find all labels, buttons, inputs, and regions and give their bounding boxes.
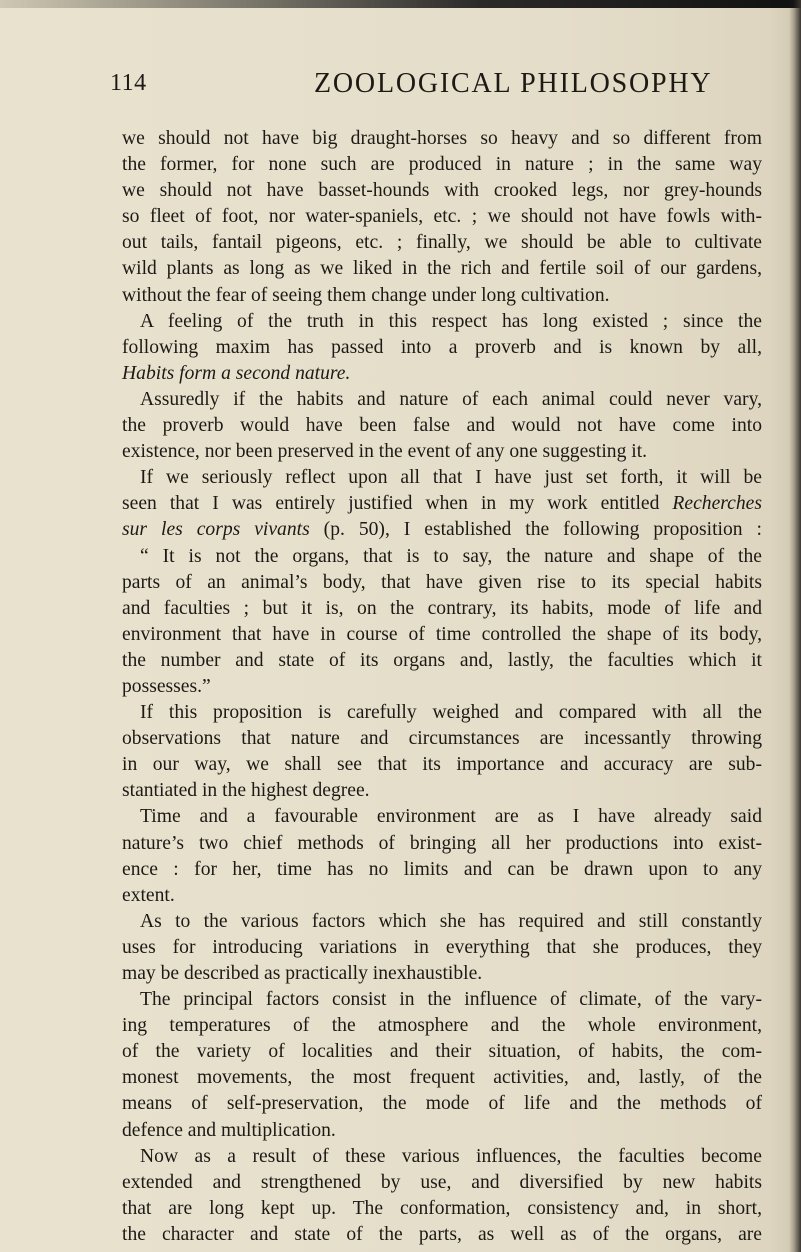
- text-line: existence, nor been preserved in the event of any one suggesting it.: [122, 441, 648, 463]
- text-line: stantiated in the highest degree.: [122, 780, 370, 802]
- text-line: following maxim has passed into a proverb and is known by all,: [122, 336, 762, 358]
- page-header: [100, 64, 740, 104]
- page-number: 114: [110, 70, 147, 96]
- text-line: the number and state of its organs and, lastly, the faculties which it: [122, 649, 762, 671]
- text-line: “ It is not the organs, that is to say, the nature and shape of the: [140, 545, 762, 567]
- text-line: without the fear of seeing them change under long cultivation.: [122, 284, 610, 306]
- text-line: observations that nature and circumstances are incessantly throwing: [122, 728, 762, 750]
- text-line: that are long kept up. The conformation, consistency and, in short,: [122, 1197, 762, 1219]
- text-line: we should not have basset-hounds with crooked legs, nor grey-hounds: [122, 180, 762, 202]
- text-line: The principal factors consist in the influence of climate, of the vary-: [140, 989, 762, 1011]
- text-line: environment that have in course of time controlled the shape of its body,: [122, 623, 762, 645]
- page-top-edge: [0, 0, 801, 8]
- text-line: so fleet of foot, nor water-spaniels, etc. ; we should not have fowls with-: [122, 206, 762, 228]
- text-line: seen that I was entirely justified when in my work entitled Recherches: [122, 493, 762, 515]
- running-head: ZOOLOGICAL PHILOSOPHY: [314, 68, 713, 99]
- text-line: means of self-preservation, the mode of life and the methods of: [122, 1093, 762, 1115]
- text-line: extent.: [122, 884, 175, 906]
- text-line: and faculties ; but it is, on the contrary, its habits, mode of life and: [122, 597, 762, 619]
- text-line: wild plants as long as we liked in the rich and fertile soil of our gardens,: [122, 258, 762, 280]
- page-gutter-shadow: [789, 0, 801, 1252]
- text-line: As to the various factors which she has required and still constantly: [140, 910, 762, 932]
- text-line: Assuredly if the habits and nature of each animal could never vary,: [140, 388, 762, 410]
- text-line: defence and multiplication.: [122, 1119, 336, 1141]
- text-line: the former, for none such are produced in nature ; in the same way: [122, 154, 762, 176]
- text-line: Time and a favourable environment are as I have already said: [140, 806, 762, 828]
- text-line: If this proposition is carefully weighed and compared with all the: [140, 702, 762, 724]
- text-line: Habits form a second nature.: [122, 362, 351, 384]
- text-line: the character and state of the parts, as well as of the organs, are: [122, 1223, 762, 1245]
- text-line: the proverb would have been false and would not have come into: [122, 415, 762, 437]
- text-line: we should not have big draught-horses so heavy and so different from: [122, 128, 762, 149]
- text-line: monest movements, the most frequent activities, and, lastly, of the: [122, 1067, 762, 1089]
- text-line: of the variety of localities and their situation, of habits, the com-: [122, 1041, 762, 1063]
- text-line: ence : for her, time has no limits and can be drawn upon to any: [122, 858, 762, 880]
- text-line: extended and strengthened by use, and diversified by new habits: [122, 1171, 762, 1193]
- text-line: Now as a result of these various influences, the faculties become: [140, 1145, 762, 1167]
- text-line: may be described as practically inexhaustible.: [122, 963, 483, 984]
- text-line: uses for introducing variations in everything that she produces, they: [122, 936, 762, 958]
- text-line: parts of an animal’s body, that have given rise to its special habits: [122, 571, 762, 593]
- text-line: ing temperatures of the atmosphere and the whole environment,: [122, 1015, 762, 1037]
- text-line: in our way, we shall see that its importance and accuracy are sub-: [122, 754, 762, 776]
- text-line: possesses.”: [122, 675, 211, 697]
- text-line: nature’s two chief methods of bringing all her productions into exist-: [122, 832, 762, 854]
- body-text: [122, 127, 762, 1249]
- text-line: sur les corps vivants (p. 50), I established the following proposition :: [122, 519, 762, 541]
- text-line: out tails, fantail pigeons, etc. ; finally, we should be able to cultivate: [122, 232, 762, 254]
- text-line: A feeling of the truth in this respect has long existed ; since the: [140, 310, 762, 332]
- text-line: If we seriously reflect upon all that I have just set forth, it will be: [140, 467, 762, 489]
